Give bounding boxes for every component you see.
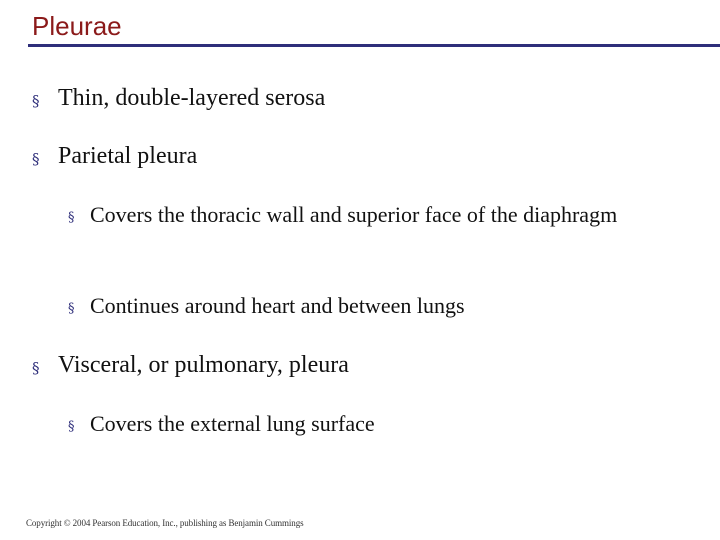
title-underline — [28, 44, 720, 47]
bullet-item — [32, 141, 712, 174]
bullet-marker-icon: § — [32, 150, 40, 168]
sub-bullet-item — [68, 292, 688, 323]
bullet-marker-icon: § — [32, 92, 40, 110]
bullet-text: Thin, double-layered serosa — [58, 85, 326, 111]
bullet-text: Continues around heart and between lungs — [90, 293, 465, 318]
bullet-text: Visceral, or pulmonary, pleura — [58, 352, 349, 378]
bullet-item — [32, 83, 712, 116]
bullet-item — [32, 350, 712, 383]
bullet-text: Parietal pleura — [58, 143, 198, 169]
sub-bullet-item — [68, 410, 688, 441]
bullet-text: Covers the external lung surface — [90, 411, 375, 436]
bullet-marker-icon: § — [32, 359, 40, 377]
bullet-marker-icon: § — [68, 419, 75, 434]
slide-title: Pleurae — [32, 11, 122, 41]
copyright-footer: Copyright © 2004 Pearson Education, Inc., publishing as Benjamin Cummings — [26, 518, 304, 528]
bullet-marker-icon: § — [68, 301, 75, 316]
bullet-text: Covers the thoracic wall and superior face of the diaphragm — [90, 202, 618, 227]
bullet-marker-icon: § — [68, 210, 75, 225]
sub-bullet-item — [68, 201, 688, 232]
